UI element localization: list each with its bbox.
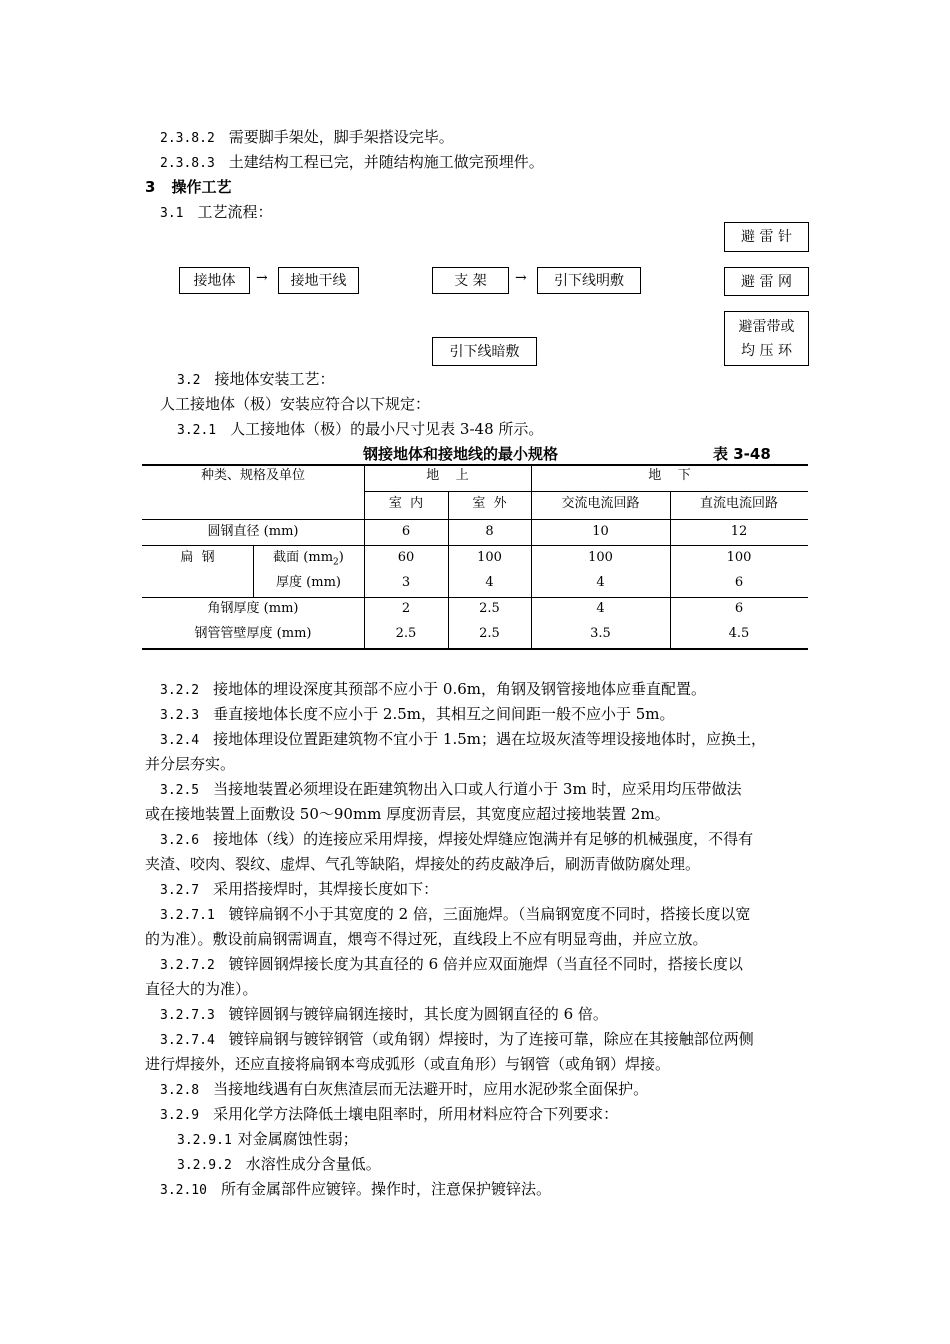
- flow-box-grounding-trunk: 接地干线: [278, 267, 359, 294]
- clause-number: 3.1: [160, 206, 184, 221]
- table-number: 表 3-48: [713, 445, 771, 463]
- table-cell: 6: [734, 575, 744, 590]
- clause-number: 2.3.8.3: [160, 156, 215, 171]
- clause-continuation: 并分层夯实。: [145, 755, 236, 773]
- clause-number: 3.2.10: [160, 1183, 207, 1198]
- clause-3-2-9: [160, 1104, 618, 1126]
- clause-number: 3.2.7.3: [160, 1008, 215, 1023]
- clause-continuation: 进行焊接外，还应直接将扁钢本弯成弧形（或直角形）与钢管（或角钢）焊接。: [145, 1055, 671, 1073]
- clause-number: 3.2.9.1: [177, 1133, 232, 1148]
- table-header-type: 种类、规格及单位: [200, 468, 305, 483]
- table-header-above: 地 上: [426, 468, 469, 483]
- flow-box-line-1: 避雷带或: [738, 318, 795, 335]
- clause-3-1: [160, 202, 273, 224]
- table-rule: [142, 519, 808, 520]
- clause-3-2-7: [160, 879, 438, 901]
- clause-number: 3.2: [177, 373, 201, 388]
- clause-number: 3.2.9: [160, 1108, 200, 1123]
- clause-text: 采用搭接焊时，其焊接长度如下：: [213, 880, 439, 898]
- table-header-indoor: 室 内: [388, 496, 424, 511]
- table-cell: 6: [734, 601, 744, 616]
- clause-text: 采用化学方法降低土壤电阻率时，所用材料应符合下列要求：: [213, 1105, 619, 1123]
- table-cell: 2.5: [479, 626, 500, 641]
- table-row-label-section: [253, 549, 364, 572]
- clause-text: 接地体的埋设深度其预部不应小于 0.6m，角钢及钢管接地体应垂直配置。: [213, 680, 706, 698]
- clause-continuation: 夹渣、咬肉、裂纹、虚焊、气孔等缺陷，焊接处的药皮敲净后，刷沥青做防腐处理。: [145, 855, 701, 873]
- table-cell: 3: [401, 575, 411, 590]
- clause-3-2-1: [177, 419, 543, 441]
- flow-arrow-2: →: [515, 270, 527, 286]
- clause-continuation: 或在接地装置上面敷设 50～90mm 厚度沥青层，其宽度应超过接地装置 2m。: [145, 805, 670, 823]
- clause-3-2-7-4: [160, 1029, 754, 1051]
- clause-3-2-4: [160, 729, 766, 751]
- clause-number: 3.2.7.4: [160, 1033, 215, 1048]
- clause-text: 对金属腐蚀性弱；: [237, 1130, 358, 1148]
- flow-arrow-1: →: [256, 270, 268, 286]
- table-group-flat-steel: 扁 钢: [180, 550, 215, 565]
- table-header-ac: 交流电流回路: [561, 496, 640, 511]
- table-rule: [142, 545, 808, 546]
- table-cell: 100: [477, 550, 502, 565]
- clause-text: 土建结构工程已完，并随结构施工做完预埋件。: [228, 153, 544, 171]
- table-cell: 12: [730, 524, 748, 539]
- clause-3-2-10: [160, 1179, 551, 1201]
- flow-box-line-2: 均 压 环: [741, 342, 792, 359]
- table-cell: 100: [726, 550, 752, 565]
- table-cell: 6: [401, 524, 411, 539]
- flow-box-lightning-net: 避 雷 网: [724, 267, 809, 296]
- clause-3-2-2: [160, 679, 706, 701]
- table-rule: [142, 597, 808, 598]
- table-top-border: [142, 464, 808, 466]
- clause-number: 3.2.4: [160, 733, 200, 748]
- table-bottom-border: [142, 648, 808, 650]
- clause-number: 3.2.5: [160, 783, 200, 798]
- table-header-outdoor: 室 外: [472, 496, 507, 511]
- clause-3-2-8: [160, 1079, 648, 1101]
- flow-box-lightning-rod: 避 雷 针: [724, 222, 809, 252]
- clause-number: 3.2.8: [160, 1083, 200, 1098]
- clause-text: 镀锌扁钢与镀锌钢管（或角钢）焊接时，为了连接可靠，除应在其接触部位两侧: [228, 1030, 754, 1048]
- label-text: 截面 (mm: [273, 550, 334, 565]
- table-cell: 60: [397, 550, 415, 565]
- table-cell: 4: [596, 575, 605, 590]
- paragraph-rule: 人工接地体（极）安装应符合以下规定：: [160, 395, 431, 413]
- table-header-below: 地 下: [648, 468, 691, 483]
- table-cell: 100: [588, 550, 613, 565]
- clause-text: 当接地线遇有白灰焦渣层而无法避开时，应用水泥砂浆全面保护。: [213, 1080, 649, 1098]
- table-header-dc: 直流电流回路: [699, 496, 778, 511]
- clause-number: 3.2.7.1: [160, 908, 215, 923]
- table-cell: 2.5: [395, 626, 417, 641]
- clause-3-2-7-1: [160, 904, 750, 926]
- table-row-label: 角钢厚度 (mm): [207, 601, 299, 616]
- table-cell: 2.5: [479, 601, 500, 616]
- clause-text: 垂直接地体长度不应小于 2.5m，其相互之间间距一般不应小于 5m。: [213, 705, 675, 723]
- clause-number: 3.2.7.2: [160, 958, 215, 973]
- section-heading-3: [145, 177, 231, 197]
- clause-number: 3.2.9.2: [177, 1158, 232, 1173]
- flow-box-bracket: 支 架: [432, 267, 509, 294]
- table-rule: [364, 491, 808, 492]
- clause-number: 3.2.3: [160, 708, 200, 723]
- table-title: 钢接地体和接地线的最小规格: [363, 445, 559, 463]
- clause-number: 2.3.8.2: [160, 131, 215, 146]
- table-cell: 4: [596, 601, 605, 616]
- clause-number: 3.2.7: [160, 883, 200, 898]
- clause-3-2-9-2: [177, 1154, 381, 1176]
- clause-text: 需要脚手架处，脚手架搭设完毕。: [228, 128, 454, 146]
- clause-number: 3.2.2: [160, 683, 200, 698]
- clause-number: 3.2.6: [160, 833, 200, 848]
- clause-3-2-3: [160, 704, 675, 726]
- clause-3-2-7-2: [160, 954, 743, 976]
- clause-text: 人工接地体（极）的最小尺寸见表 3-48 所示。: [230, 420, 544, 438]
- clause-text: 所有金属部件应镀锌。操作时，注意保护镀锌法。: [220, 1180, 551, 1198]
- flow-box-grounding-body: 接地体: [179, 267, 250, 294]
- clause-2-3-8-3: [160, 152, 544, 174]
- table-row-label: 圆钢直径 (mm): [207, 524, 299, 539]
- section-number: 3: [145, 178, 156, 196]
- section-title: 操作工艺: [171, 178, 232, 196]
- clause-continuation: 直径大的为准）。: [145, 980, 258, 998]
- clause-continuation: 的为准）。敷设前扁钢需调直，煨弯不得过死，直线段上不应有明显弯曲，并应立放。: [145, 930, 708, 948]
- label-subscript: 2: [333, 557, 339, 568]
- clause-2-3-8-2: [160, 127, 454, 149]
- clause-text: 镀锌圆钢与镀锌扁钢连接时，其长度为圆钢直径的 6 倍。: [228, 1005, 608, 1023]
- flow-box-concealed-downconductor: 引下线暗敷: [432, 337, 537, 366]
- clause-text: 水溶性成分含量低。: [245, 1155, 381, 1173]
- clause-number: 3.2.1: [177, 423, 217, 438]
- table-row-label: 钢管管壁厚度 (mm): [194, 626, 312, 641]
- clause-3-2-7-3: [160, 1004, 608, 1026]
- flow-box-lightning-belt: [724, 311, 809, 366]
- table-cell: 4.5: [728, 626, 750, 641]
- flow-box-exposed-downconductor: 引下线明敷: [537, 267, 641, 294]
- table-cell: 10: [592, 524, 609, 539]
- clause-text: 镀锌圆钢焊接长度为其直径的 6 倍并应双面施焊（当直径不同时，搭接长度以: [228, 955, 743, 973]
- table-row-label: 厚度 (mm): [276, 575, 341, 590]
- table-cell: 4: [485, 575, 494, 590]
- clause-text: 当接地装置必须埋设在距建筑物出入口或人行道小于 3m 时，应采用均压带做法: [213, 780, 742, 798]
- clause-text: 接地体安装工艺：: [214, 370, 335, 388]
- clause-text: 接地体（线）的连接应采用焊接，焊接处焊缝应饱满并有足够的机械强度，不得有: [213, 830, 754, 848]
- clause-3-2-5: [160, 779, 741, 801]
- clause-text: 镀锌扁钢不小于其宽度的 2 倍，三面施焊。（当扁钢宽度不同时，搭接长度以宽: [228, 905, 751, 923]
- table-cell: 8: [485, 524, 494, 539]
- table-cell: 3.5: [590, 626, 611, 641]
- clause-3-2-6: [160, 829, 753, 851]
- clause-3-2: [177, 369, 335, 391]
- table-cell: 2: [401, 601, 411, 616]
- label-close: ): [338, 550, 344, 565]
- clause-3-2-9-1: [177, 1129, 358, 1151]
- clause-text: 工艺流程：: [197, 203, 273, 221]
- clause-text: 接地体理设位置距建筑物不宜小于 1.5m；遇在垃圾灰渣等埋设接地体时，应换土，: [213, 730, 766, 748]
